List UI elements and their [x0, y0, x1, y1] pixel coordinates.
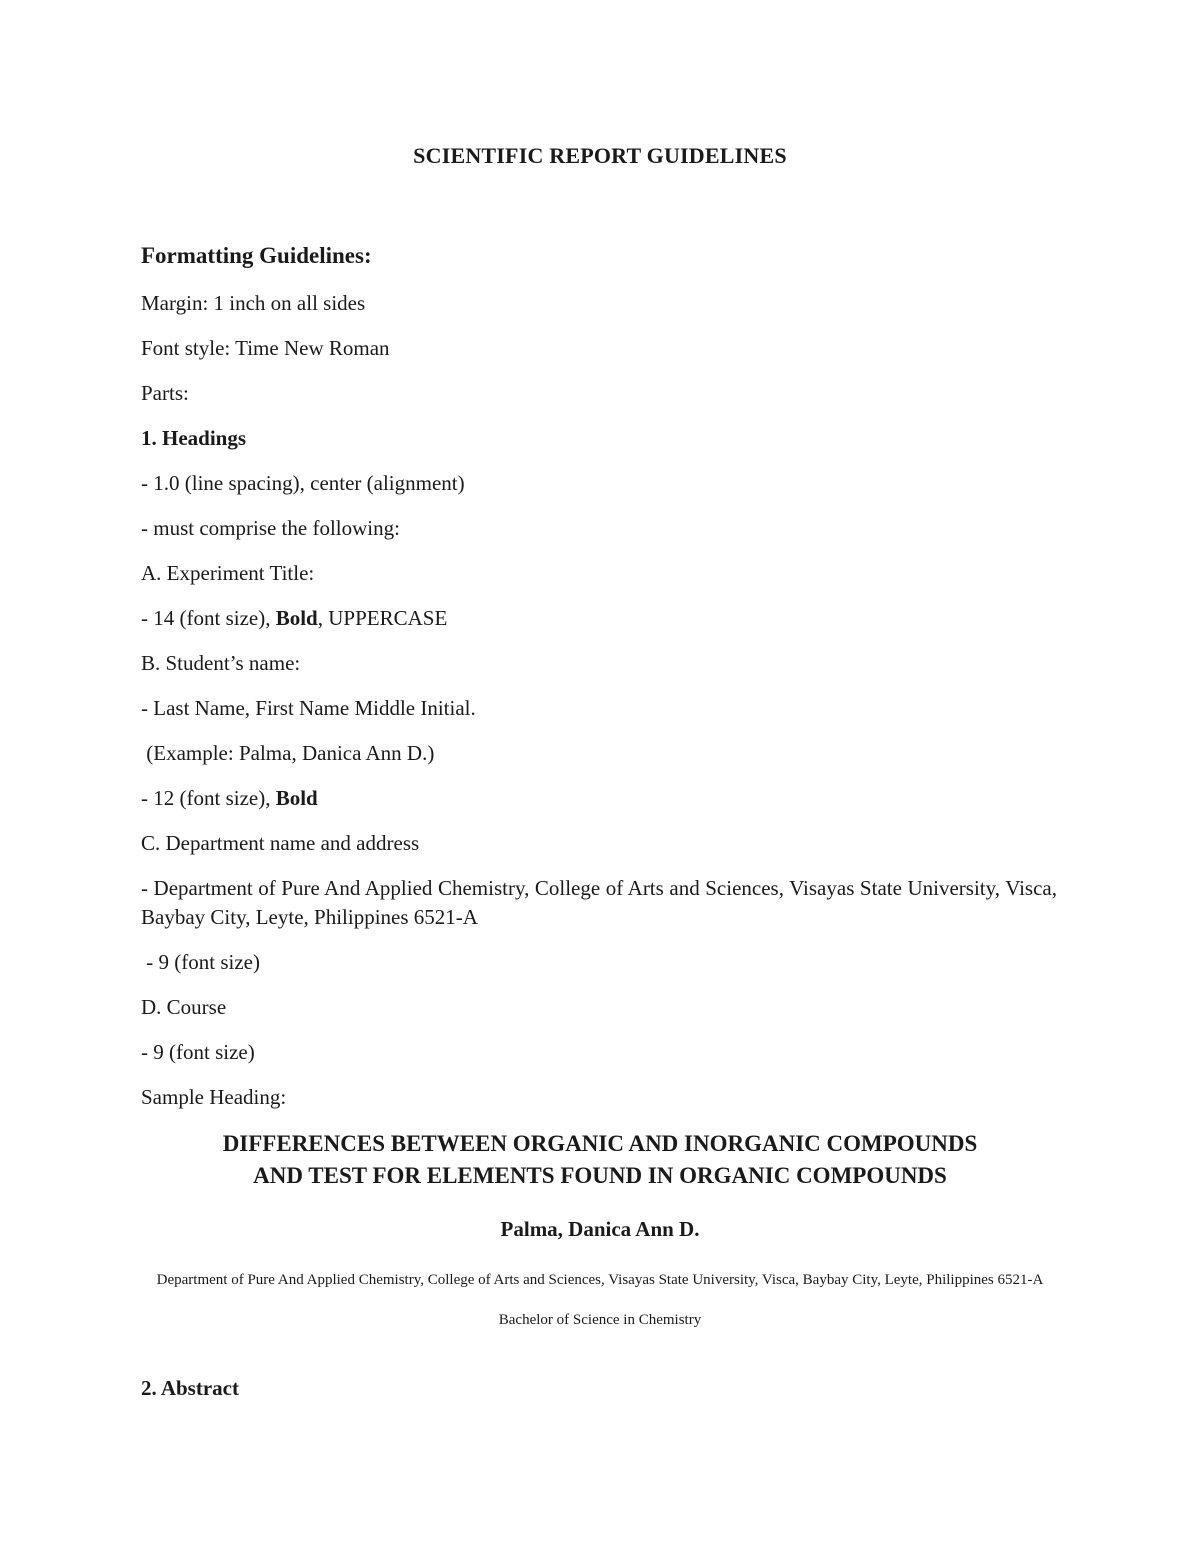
- student-name-spec: [141, 786, 318, 811]
- font-style-line: Font style: Time New Roman: [141, 336, 390, 360]
- headings-heading: 1. Headings: [141, 426, 247, 450]
- spec-text: - 12 (font size),: [141, 786, 276, 810]
- sample-course: Bachelor of Science in Chemistry: [498, 1312, 702, 1328]
- abstract-heading: 2. Abstract: [141, 1376, 239, 1400]
- experiment-title-spec: [141, 606, 447, 631]
- department-spec: - 9 (font size): [141, 950, 260, 974]
- department-value: - Department of Pure And Applied Chemistry, College of Arts and Sciences, Visayas State University, Visca, Baybay City, Leyte, Philippines 6521-A: [141, 876, 1057, 929]
- course-spec: - 9 (font size): [141, 1040, 255, 1064]
- headings-comprise-line: - must comprise the following:: [141, 516, 400, 540]
- formatting-guidelines-heading: Formatting Guidelines:: [141, 243, 372, 268]
- spec-bold-text: Bold: [275, 606, 318, 630]
- sample-title-line-2: AND TEST FOR ELEMENTS FOUND IN ORGANIC COMPOUNDS: [253, 1163, 947, 1188]
- department-label: C. Department name and address: [141, 831, 420, 855]
- student-name-example: (Example: Palma, Danica Ann D.): [141, 741, 435, 765]
- document-title: SCIENTIFIC REPORT GUIDELINES: [413, 143, 787, 168]
- experiment-title-label: A. Experiment Title:: [141, 561, 315, 585]
- sample-student-name: Palma, Danica Ann D.: [500, 1217, 700, 1241]
- student-name-format: - Last Name, First Name Middle Initial.: [141, 696, 476, 720]
- margin-line: Margin: 1 inch on all sides: [141, 291, 366, 315]
- student-name-label: B. Student’s name:: [141, 651, 301, 675]
- sample-department: Department of Pure And Applied Chemistry, College of Arts and Sciences, Visayas State University, Visca, Baybay City, Leyte, Philippines 6521-A: [156, 1272, 1044, 1288]
- spec-bold-text: Bold: [275, 786, 318, 810]
- sample-title-line-1: DIFFERENCES BETWEEN ORGANIC AND INORGANIC COMPOUNDS: [222, 1131, 978, 1156]
- course-label: D. Course: [141, 995, 227, 1019]
- spec-text: - 14 (font size),: [141, 606, 276, 630]
- spec-text: , UPPERCASE: [317, 606, 448, 630]
- headings-spacing-line: - 1.0 (line spacing), center (alignment): [141, 471, 465, 495]
- sample-heading-label: Sample Heading:: [141, 1085, 287, 1109]
- parts-line: Parts:: [141, 381, 189, 405]
- sample-experiment-title: [0, 1128, 1200, 1192]
